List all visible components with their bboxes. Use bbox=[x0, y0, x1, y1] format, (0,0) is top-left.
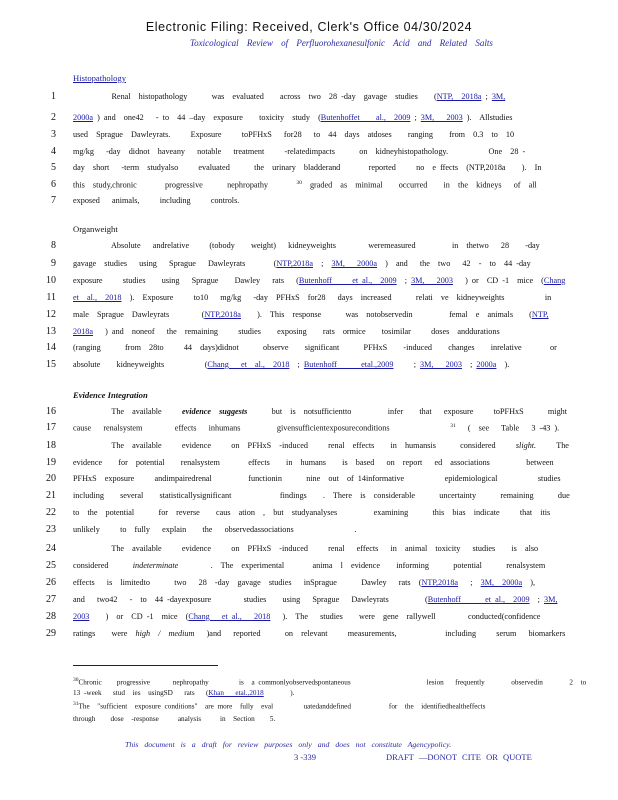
filing-banner: Electronic Filing: Received, Clerk's Office 04/30/2024 bbox=[145, 20, 473, 34]
text-run: cause renalsystem effects inhumans givensufficientexposureconditions bbox=[73, 423, 451, 433]
text-run: Absolute andrelative (tobody weight) kidneyweights weremeasured in thetwo 28 -day bbox=[73, 241, 540, 250]
text-run: mg/kg -day didnot haveany notable treatment -relatedimpacts on kidneyhistopathology. One 28 - bbox=[73, 147, 526, 156]
draft-notice: DRAFT —DONOT CITE OR QUOTE bbox=[386, 752, 532, 762]
text-run: ; bbox=[481, 92, 492, 101]
text-run: ). This response was notobservedin femal e animals ( bbox=[240, 310, 532, 319]
text-line bbox=[73, 458, 554, 467]
text-run: PFHxS exposure andimpairedrenal functionin nine out of 14informative epidemiological studies bbox=[73, 474, 561, 483]
text-line bbox=[73, 310, 549, 319]
text-run: exposed animals, including controls. bbox=[73, 196, 240, 205]
text-run: ; bbox=[312, 259, 332, 268]
text-run: The bbox=[536, 441, 569, 450]
text-run: used Sprague Dawleyrats. Exposure toPFHxS for28 to 44 days atdoses ranging from 0.3 to 10 bbox=[73, 130, 515, 139]
text-run: gavage studies using Sprague Dawleyrats ( bbox=[73, 259, 277, 268]
document-subtitle: Toxicological Review of Perfluorohexanesulfonic Acid and Related Salts bbox=[190, 38, 493, 48]
text-run: 13 -week stud ies usingSD rats ( bbox=[73, 689, 209, 697]
line-number: 11 bbox=[46, 292, 56, 303]
text-run: to the potential for reverse caus ation , but studyanalyses examining this bias indicate that itis bbox=[73, 508, 551, 517]
text-line bbox=[73, 525, 533, 534]
text-run: evidence for potential renalsystem effects in humans is based on report ed associations between bbox=[73, 458, 554, 467]
footnote-line bbox=[73, 701, 485, 710]
text-run: The available evidence on PFHxS -induced renal effects in humansis considered bbox=[73, 441, 516, 450]
line-number: 5 bbox=[51, 162, 56, 173]
text-line bbox=[73, 163, 542, 172]
citation-link[interactable]: 3M, bbox=[543, 595, 558, 604]
citation-link[interactable]: Butenhoff etal.,2009 bbox=[303, 360, 394, 369]
text-run: absolute kidneyweights ( bbox=[73, 360, 208, 369]
text-line bbox=[73, 259, 533, 268]
footnote-line bbox=[73, 715, 275, 723]
text-run: (ranging from 28to 44 days)didnot observe significant PFHxS -induced changes inrelative or bbox=[73, 343, 557, 352]
organ-weight-heading: Organweight bbox=[73, 224, 118, 234]
line-number: 14 bbox=[46, 342, 56, 353]
citation-link[interactable]: 2003 bbox=[73, 612, 90, 621]
citation-link[interactable]: Butenhoff et al., 2009 bbox=[298, 276, 397, 285]
text-line bbox=[73, 474, 561, 483]
text-run: and two42 - to 44 -dayexposure studies using Sprague Dawleyrats ( bbox=[73, 595, 428, 604]
text-run: ), bbox=[522, 578, 535, 587]
text-run: ) or CD -1 mice ( bbox=[453, 276, 544, 285]
text-run: through dose -response analysis in Section 5. bbox=[73, 715, 276, 723]
text-line bbox=[73, 241, 540, 250]
text-line bbox=[73, 276, 566, 285]
text-line bbox=[73, 147, 533, 156]
text-run: but is notsufficientto infer that exposure toPFHxS might bbox=[247, 407, 568, 416]
line-number: 29 bbox=[46, 628, 56, 639]
line-number: 9 bbox=[51, 258, 56, 269]
text-run: ) and one42 - to 44 –day exposure toxicity study ( bbox=[93, 113, 321, 122]
citation-link[interactable]: 3M, 2000a bbox=[331, 259, 378, 268]
line-number: 2 bbox=[51, 112, 56, 123]
text-line bbox=[73, 508, 551, 517]
citation-link[interactable]: Chang et al., 2018 bbox=[207, 360, 290, 369]
citation-link[interactable]: 3M, 2000a bbox=[480, 578, 523, 587]
text-line bbox=[73, 196, 533, 205]
text-run: day short -term studyalso evaluated the urinary bladderand reported no e ffects (NTP,2018a ). In bbox=[73, 163, 542, 172]
text-run: high / medium bbox=[135, 629, 195, 638]
text-run: ). The studies were gene rallywell conducted(confidence bbox=[270, 612, 541, 621]
text-run: effects is limitedto two 28 -day gavage studies inSprague Dawley rats ( bbox=[73, 578, 422, 587]
text-run: The available evidence on PFHxS -induced renal effects in animal toxicity studies is also bbox=[73, 544, 539, 553]
text-run: male Sprague Dawleyrats ( bbox=[73, 310, 205, 319]
text-run: Chronic progressive nephropathy is a commonlyobservedspontaneous lesion frequently observedin 2 to bbox=[78, 678, 587, 687]
text-run: ). bbox=[263, 689, 295, 697]
citation-link[interactable]: 3M, 2003 bbox=[420, 360, 462, 369]
citation-link[interactable]: et al., 2018 bbox=[73, 293, 122, 302]
line-number: 16 bbox=[46, 406, 56, 417]
text-run: The "sufficient exposure conditions" are more fully eval uatedanddefined for the identifiedhealtheffects bbox=[78, 702, 486, 711]
evidence-integration-heading: Evidence Integration bbox=[73, 390, 148, 400]
text-run: ; bbox=[393, 360, 421, 369]
text-line bbox=[73, 92, 533, 101]
citation-link[interactable]: 2000a bbox=[73, 113, 94, 122]
footnote-line bbox=[73, 677, 586, 686]
footnote-separator bbox=[73, 665, 218, 666]
text-run: ; bbox=[461, 360, 477, 369]
text-line bbox=[73, 423, 560, 433]
text-line bbox=[73, 491, 570, 500]
line-number: 22 bbox=[46, 507, 56, 518]
footnote-ref: 30 bbox=[73, 677, 79, 683]
citation-link[interactable]: Butenhoffet al., 2009 bbox=[320, 113, 411, 122]
text-run: ) and the two 42 - to 44 -day bbox=[377, 259, 531, 268]
text-run: ) and noneof the remaining studies exposing rats ormice tosimilar doses anddurations bbox=[93, 327, 500, 336]
text-line bbox=[73, 180, 537, 190]
line-number: 3 bbox=[51, 129, 56, 140]
text-run: slight. bbox=[515, 441, 537, 450]
text-line bbox=[73, 629, 566, 638]
line-number: 6 bbox=[51, 179, 56, 190]
line-number: 23 bbox=[46, 524, 56, 535]
text-line bbox=[73, 327, 533, 336]
citation-link[interactable]: NTP, 2018a bbox=[436, 92, 482, 101]
line-number: 26 bbox=[46, 577, 56, 588]
text-line bbox=[73, 578, 533, 587]
citation-link[interactable]: 3M, bbox=[491, 92, 506, 101]
line-number: 8 bbox=[51, 240, 56, 251]
text-line bbox=[73, 343, 557, 352]
citation-link[interactable]: 3M, 2003 bbox=[420, 113, 463, 122]
line-number: 13 bbox=[46, 326, 56, 337]
citation-link[interactable]: NTP,2018a bbox=[276, 259, 313, 268]
text-run: ; bbox=[458, 578, 481, 587]
line-number: 25 bbox=[46, 560, 56, 571]
text-line bbox=[73, 360, 533, 369]
text-line bbox=[73, 407, 568, 416]
text-line bbox=[73, 612, 541, 621]
text-run: ). Exposure to10 mg/kg -day PFHxS for28 days increased relati ve kidneyweights in bbox=[121, 293, 552, 302]
footnote-ref: 31 bbox=[450, 423, 456, 429]
line-number: 21 bbox=[46, 490, 56, 501]
text-run: unlikely to fully explain the observedassociations . bbox=[73, 525, 357, 534]
text-run: ; bbox=[289, 360, 304, 369]
text-run: ). Allstudies bbox=[462, 113, 513, 122]
footnote-ref: 30 bbox=[296, 180, 302, 186]
footnote-ref: 31 bbox=[73, 701, 79, 707]
citation-link[interactable]: NTP, bbox=[531, 310, 549, 319]
line-number: 28 bbox=[46, 611, 56, 622]
page-number: 3 -339 bbox=[294, 752, 316, 762]
citation-link[interactable]: Butenhoff et al., 2009 bbox=[427, 595, 530, 604]
text-line bbox=[73, 293, 552, 302]
text-run: this study,chronic progressive nephropathy bbox=[73, 180, 297, 190]
line-number: 15 bbox=[46, 359, 56, 370]
text-run: Renal histopathology was evaluated across two 28 -day gavage studies ( bbox=[73, 92, 437, 101]
text-run: . The experimental anima l evidence informing potential renalsystem bbox=[178, 561, 546, 570]
footnote-line bbox=[73, 689, 295, 697]
text-run: including several statisticallysignificant findings . There is considerable uncertainty remaining due bbox=[73, 491, 570, 500]
histopathology-heading[interactable]: Histopathology bbox=[73, 73, 126, 83]
text-line bbox=[73, 130, 533, 139]
text-run: ; bbox=[529, 595, 544, 604]
line-number: 12 bbox=[46, 309, 56, 320]
draft-disclaimer: This document is a draft for review purposes only and does not constitute Agencypolicy. bbox=[125, 740, 452, 749]
line-number: 27 bbox=[46, 594, 56, 605]
line-number: 7 bbox=[51, 195, 56, 206]
text-run: )and reported on relevant measurements, including serum biomarkers bbox=[194, 629, 566, 638]
text-run: ratings were bbox=[73, 629, 136, 638]
text-run: graded as minimal occurred in the kidneys of all bbox=[301, 180, 537, 190]
citation-link[interactable]: Chang bbox=[543, 276, 566, 285]
text-run: exposure studies using Sprague Dawley rats ( bbox=[73, 276, 299, 285]
citation-link[interactable]: 3M, 2003 bbox=[411, 276, 453, 285]
text-line bbox=[73, 561, 546, 570]
text-run: ) or CD -1 mice ( bbox=[89, 612, 189, 621]
line-number: 24 bbox=[46, 543, 56, 554]
citation-link[interactable]: 2000a bbox=[476, 360, 497, 369]
citation-link[interactable]: 2018a bbox=[73, 327, 94, 336]
text-run: ). bbox=[496, 360, 510, 369]
line-number: 19 bbox=[46, 457, 56, 468]
citation-link[interactable]: Khan etal.,2018 bbox=[208, 689, 264, 697]
text-run: considered bbox=[73, 561, 133, 570]
text-run: ; bbox=[410, 113, 421, 122]
text-line bbox=[73, 544, 539, 553]
text-line bbox=[73, 595, 558, 604]
line-number: 10 bbox=[46, 275, 56, 286]
line-number: 18 bbox=[46, 440, 56, 451]
citation-link[interactable]: NTP,2018a bbox=[421, 578, 459, 587]
line-number: 1 bbox=[51, 91, 56, 102]
text-run: evidence suggests bbox=[181, 407, 248, 416]
text-run: ; bbox=[396, 276, 412, 285]
citation-link[interactable]: NTP,2018a bbox=[204, 310, 241, 319]
line-number: 4 bbox=[51, 146, 56, 157]
text-run: indeterminate bbox=[132, 561, 179, 570]
line-number: 20 bbox=[46, 473, 56, 484]
text-line bbox=[73, 113, 533, 122]
citation-link[interactable]: Chang et al., 2018 bbox=[188, 612, 271, 621]
text-run: The available bbox=[73, 407, 182, 416]
text-run: ( see Table 3 -43 ). bbox=[455, 423, 560, 433]
text-line bbox=[73, 441, 569, 450]
line-number: 17 bbox=[46, 422, 56, 433]
